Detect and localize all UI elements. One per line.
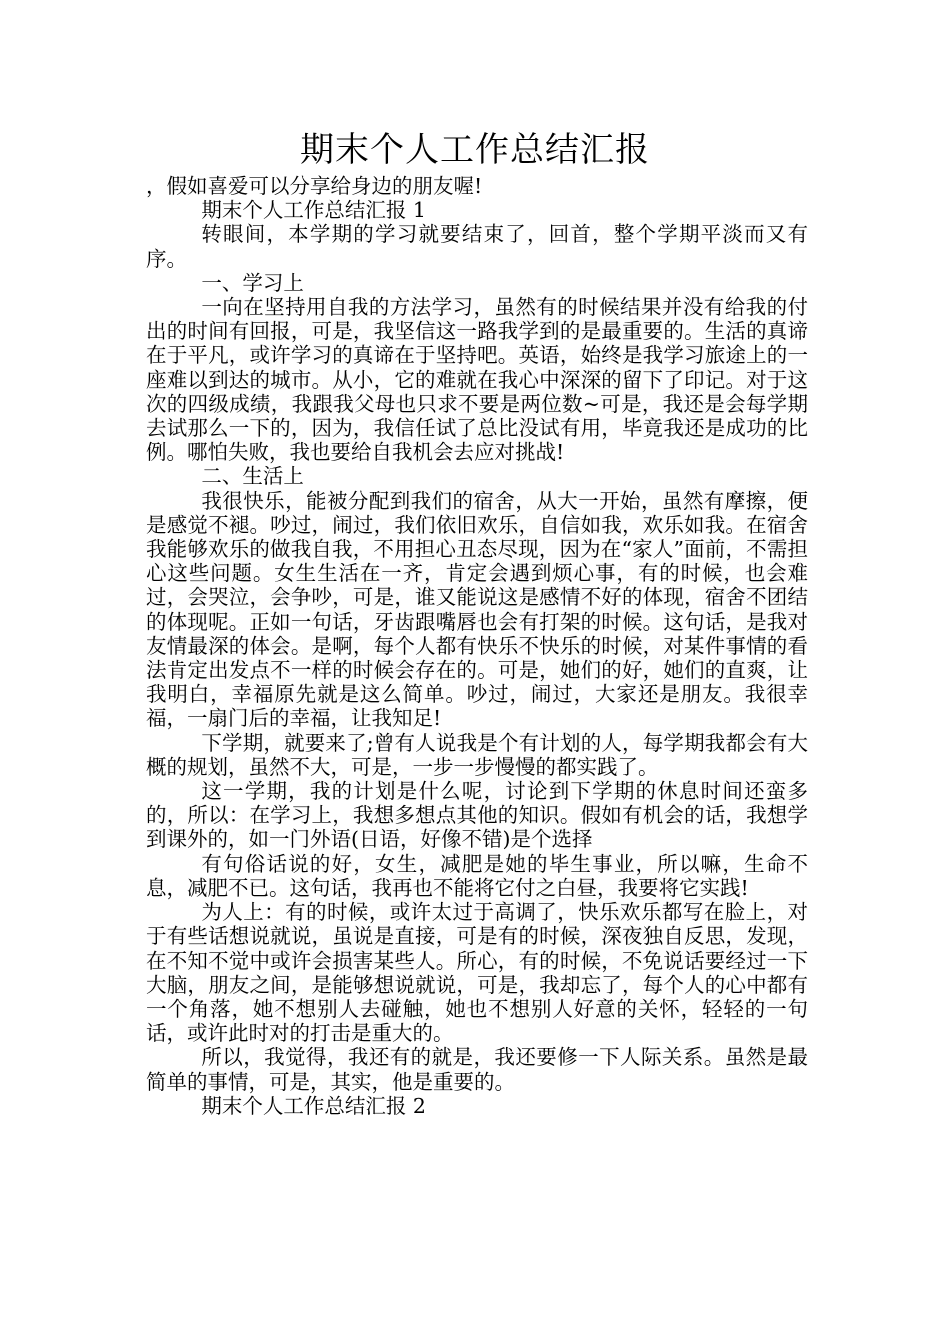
paragraph: 下学期，就要来了;曾有人说我是个有计划的人，每学期我都会有大概的规划，虽然不大，可是，一步一步慢慢的都实践了。 (146, 730, 808, 779)
paragraph: 所以，我觉得，我还有的就是，我还要修一下人际关系。虽然是最简单的事情，可是，其实，他是重要的。 (146, 1045, 808, 1094)
document-title: 期末个人工作总结汇报 (300, 130, 650, 170)
paragraph: 一向在坚持用自我的方法学习，虽然有的时候结果并没有给我的付出的时间有回报，可是，我坚信这一路我学到的是最重要的。生活的真谛在于平凡，或许学习的真谛在于坚持吧。英语，始终是我学习旅途上的一座难以到达的城市。从小，它的难就在我心中深深的留下了印记。对于这次的四级成绩，我跟我父母也只求不要是两位数~可是，我还是会每学期去试那么一下的，因为，我信任试了总比没试有用，毕竟我还是成功的比例。哪怕失败，我也要给自我机会去应对挑战! (146, 295, 808, 465)
paragraph: 转眼间，本学期的学习就要结束了，回首，整个学期平淡而又有序。 (146, 222, 808, 271)
paragraph: 为人上：有的时候，或许太过于高调了，快乐欢乐都写在脸上，对于有些话想说就说，虽说是直接，可是有的时候，深夜独自反思，发现，在不知不觉中或许会损害某些人。所心，有的时候，不免说话要经过一下大脑，朋友之间，是能够想说就说，可是，我却忘了，每个人的心中都有一个角落，她不想别人去碰触，她也不想别人好意的关怀，轻轻的一句话，或许此时对的打击是重大的。 (146, 900, 808, 1046)
section-heading-study: 一、学习上 (201, 270, 304, 295)
section-heading-report-2: 期末个人工作总结汇报 2 (201, 1093, 426, 1118)
paragraph: 有句俗话说的好，女生，减肥是她的毕生事业，所以嘛，生命不息，减肥不已。这句话，我再也不能将它付之白昼，我要将它实践! (146, 851, 808, 900)
paragraph: 这一学期，我的计划是什么呢，讨论到下学期的休息时间还蛮多的，所以：在学习上，我想多想点其他的知识。假如有机会的话，我想学到课外的，如一门外语(日语，好像不错)是个选择 (146, 779, 808, 852)
paragraph-intro: ，假如喜爱可以分享给身边的朋友喔! (146, 174, 483, 198)
section-heading-report-1: 期末个人工作总结汇报 1 (201, 198, 426, 223)
paragraph: 我很快乐，能被分配到我们的宿舍，从大一开始，虽然有摩擦，便是感觉不褪。吵过，闹过，我们依旧欢乐，自信如我，欢乐如我。在宿舍我能够欢乐的做我自我，不用担心丑态尽现，因为在“家人”面前，不需担心这些问题。女生生活在一齐，肯定会遇到烦心事，有的时候，也会难过，会哭泣，会争吵，可是，谁又能说这是感情不好的体现，宿舍不团结的体现呢。正如一句话，牙齿跟嘴唇也会有打架的时候。这句话，是我对友情最深的体会。是啊，每个人都有快乐不快乐的时候，对某件事情的看法肯定出发点不一样的时候会存在的。可是，她们的好，她们的直爽，让我明白，幸福原先就是这么简单。吵过，闹过，大家还是朋友。我很幸福，一扇门后的幸福，让我知足! (146, 488, 808, 731)
document-body (146, 174, 808, 1118)
section-heading-life: 二、生活上 (201, 464, 304, 489)
